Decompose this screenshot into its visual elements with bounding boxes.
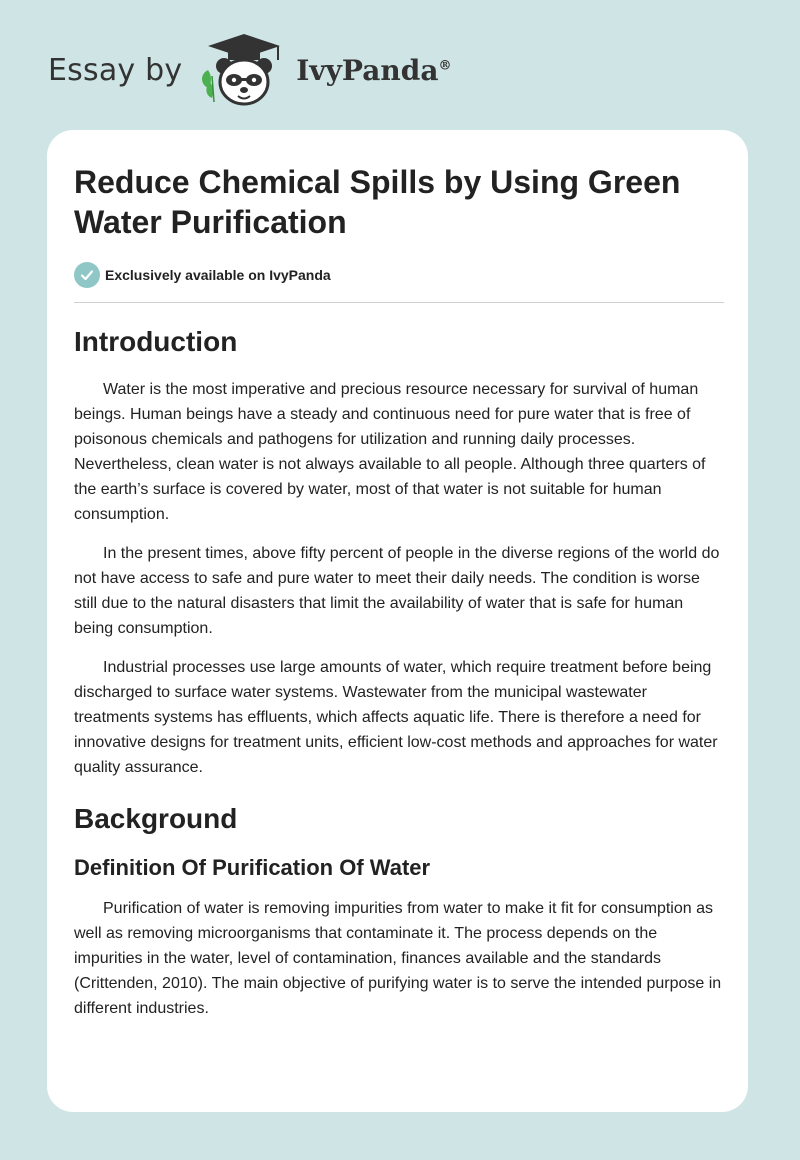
panda-graduate-icon[interactable] xyxy=(196,30,292,110)
exclusive-badge xyxy=(74,262,724,288)
introduction-heading: Introduction xyxy=(74,326,238,357)
introduction-paragraph-1: Water is the most imperative and precious resource necessary for survival of human beings. Human beings have a steady and continuous need for pure water that is free of poisonous chemicals and pathogens for utilization and running daily processes. Nevertheless, clean water is not always available to all people. Although three quarters of the earth’s surface is covered by water, most of that water is not suitable for human consumption. xyxy=(74,381,706,523)
checkmark-icon xyxy=(74,262,100,288)
essay-content xyxy=(74,162,724,1035)
introduction-paragraph-3: Industrial processes use large amounts of water, which require treatment before being discharged to surface water systems. Wastewater from the municipal wastewater treatments systems has effluents, which affects aquatic life. There is therefore a need for innovative designs for treatment units, efficient low-cost methods and approaches for water quality assurance. xyxy=(74,659,718,776)
exclusive-label: Exclusively available on IvyPanda xyxy=(105,267,331,283)
background-paragraph-1: Purification of water is removing impurities from water to make it fit for consumption as well as removing microorganisms that contaminate it. The process depends on the impurities in the water, level of contamination, finances available and the standards (Crittenden, 2010). The main objective of purifying water is to serve the intended purpose in different industries. xyxy=(74,900,722,1017)
definition-subheading: Definition Of Purification Of Water xyxy=(74,855,431,880)
essay-card xyxy=(47,130,748,1112)
brand-name[interactable]: IvyPanda® xyxy=(296,53,452,87)
registered-mark: ® xyxy=(438,58,452,74)
introduction-paragraph-2: In the present times, above fifty percent of people in the diverse regions of the world do not have access to safe and pure water to meet their daily needs. The condition is worse still due to the natural disasters that limit the availability of water that is safe for human being consumption. xyxy=(74,545,720,637)
leaf-icon xyxy=(202,70,214,102)
background-heading: Background xyxy=(74,803,238,834)
divider xyxy=(74,302,724,303)
page-title: Reduce Chemical Spills by Using Green Water Purification xyxy=(74,164,681,240)
essay-by-label: Essay by xyxy=(48,52,183,88)
site-header xyxy=(48,30,451,110)
